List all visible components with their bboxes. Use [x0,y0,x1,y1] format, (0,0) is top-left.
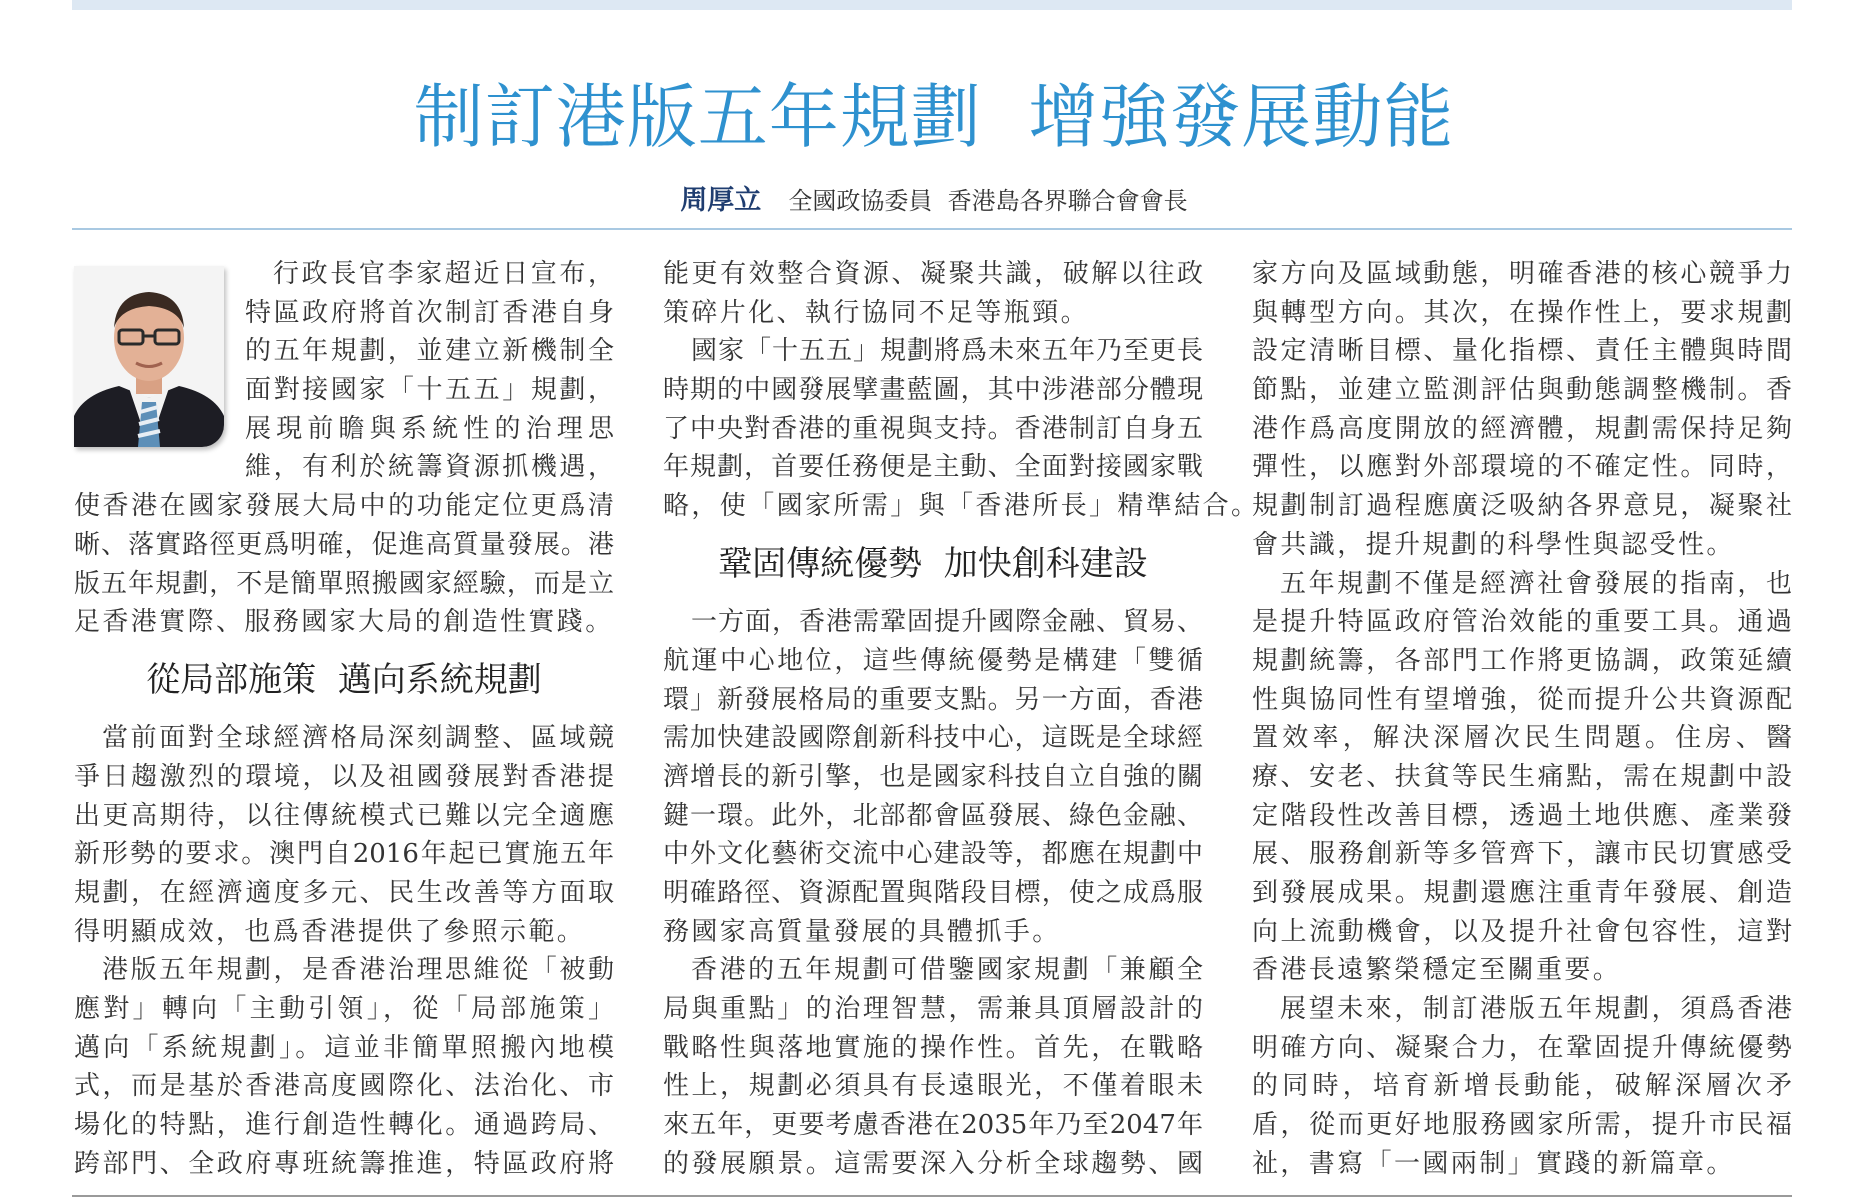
text-line: 了中央對香港的重視與支持。香港制訂自身五 [663,413,1203,444]
article-column-2 [663,255,1260,1184]
text-line: 晰、落實路徑更爲明確，促進高質量發展。港 [74,529,614,560]
paragraph [663,603,1203,951]
text-line: 香港的五年規劃可借鑒國家規劃「兼顧全 [691,955,1203,986]
text-line: 置效率，解決深層次民生問題。住房、醫 [1252,723,1792,754]
text-line: 家方向及區域動態，明確香港的核心競爭力 [1252,259,1792,289]
bottom-rule [72,1195,1792,1197]
text-line: 新形勢的要求。澳門自2016年起已實施五年 [74,839,614,870]
text-line: 行政長官李家超近日宣布， [273,259,614,289]
text-line: 祉，書寫「一國兩制」實踐的新篇章。 [1252,1148,1735,1179]
top-color-band [72,0,1792,10]
text-line: 局與重點」的治理智慧，需兼具頂層設計的 [663,994,1203,1025]
text-line: 出更高期待，以往傳統模式已難以完全適應 [74,800,614,831]
text-line: 的同時，培育新增長動能，破解深層次矛 [1252,1071,1792,1102]
article-column-3 [1252,255,1792,1184]
text-line: 性上，規劃必須具有長遠眼光，不僅着眼未 [663,1071,1203,1102]
text-line: 的五年規劃，並建立新機制全 [245,336,614,367]
text-line: 足香港實際、服務國家大局的創造性實踐。 [74,607,614,638]
text-line: 到發展成果。規劃還應注重青年發展、創造 [1252,878,1792,908]
text-line: 航運中心地位，這些傳統優勢是構建「雙循 [663,645,1203,676]
text-line: 會共識，提升規劃的科學性與認受性。 [1252,529,1735,560]
text-line: 爭日趨激烈的環境，以及祖國發展對香港提 [74,761,614,792]
text-line: 是提升特區政府管治效能的重要工具。通過 [1252,607,1792,638]
text-line: 規劃制訂過程應廣泛吸納各界意見，凝聚社 [1252,491,1792,522]
section-heading: 鞏固傳統優勢 加快創科建設 [718,543,1148,584]
paragraph [663,951,1203,1183]
text-line: 盾，從而更好地服務國家所需，提升市民福 [1252,1110,1792,1141]
text-line: 規劃統籌，各部門工作將更協調，政策延續 [1252,645,1792,676]
text-line: 療、安老、扶貧等民生痛點，需在規劃中設 [1252,761,1792,792]
text-line: 年規劃，首要任務便是主動、全面對接國家戰 [663,452,1203,483]
text-line: 應對」轉向「主動引領」，從「局部施策」 [74,994,614,1025]
text-line: 戰略性與落地實施的操作性。首先，在戰略 [663,1032,1203,1063]
text-line: 一方面，香港需鞏固提升國際金融、貿易、 [691,607,1203,638]
paragraph [663,332,1260,525]
text-line: 時期的中國發展擘畫藍圖，其中涉港部分體現 [663,375,1203,406]
article-column-1 [74,255,614,1184]
text-line: 式，而是基於香港高度國際化、法治化、市 [74,1071,614,1102]
header-divider [72,228,1792,230]
author-name: 周厚立 [680,185,762,216]
text-line: 鍵一環。此外，北部都會區發展、綠色金融、 [663,800,1203,831]
article-title: 制訂港版五年規劃 增強發展動能 [413,76,1455,158]
text-line: 展、服務創新等多管齊下，讓市民切實感受 [1252,839,1792,870]
text-line: 濟增長的新引擎，也是國家科技自立自強的關 [663,761,1203,792]
paragraph [74,719,614,951]
text-line: 五年規劃不僅是經濟社會發展的指南，也 [1280,568,1792,599]
text-line: 的發展願景。這需要深入分析全球趨勢、國 [663,1148,1203,1179]
text-line: 香港長遠繁榮穩定至關重要。 [1252,955,1622,986]
text-line: 能更有效整合資源、凝聚共識，破解以往政 [663,259,1203,289]
text-line: 使香港在國家發展大局中的功能定位更爲清 [74,491,614,522]
paragraph [663,255,1203,332]
text-line: 中外文化藝術交流中心建設等，都應在規劃中 [663,839,1203,870]
text-line: 邁向「系統規劃」。這並非簡單照搬內地模 [74,1032,614,1063]
text-line: 彈性，以應對外部環境的不確定性。同時， [1252,452,1792,483]
text-line: 跨部門、全政府專班統籌推進，特區政府將 [74,1148,614,1179]
text-line: 性與協同性有望增強，從而提升公共資源配 [1252,684,1792,715]
text-line: 設定清晰目標、量化指標、責任主體與時間 [1252,336,1792,367]
byline [0,183,1868,222]
text-line: 特區政府將首次制訂香港自身 [245,297,614,328]
text-line: 環」新發展格局的重要支點。另一方面，香港 [663,684,1203,715]
section-heading: 從局部施策 邁向系統規劃 [146,659,542,700]
text-line: 務國家高質量發展的具體抓手。 [663,916,1061,947]
text-line: 與轉型方向。其次，在操作性上，要求規劃 [1252,297,1792,328]
text-line: 當前面對全球經濟格局深刻調整、區域競 [102,723,614,754]
text-line: 明確路徑、資源配置與階段目標，使之成爲服 [663,878,1203,909]
text-line: 版五年規劃，不是簡單照搬國家經驗，而是立 [74,568,614,599]
text-line: 策碎片化、執行協同不足等瓶頸。 [663,297,1090,328]
paragraph [1252,255,1792,565]
text-line: 國家「十五五」規劃將爲未來五年乃至更長 [691,336,1203,367]
text-line: 來五年，更要考慮香港在2035年乃至2047年 [663,1110,1203,1141]
text-line: 得明顯成效，也爲香港提供了參照示範。 [74,916,586,947]
text-line: 展現前瞻與系統性的治理思 [245,413,614,444]
paragraph [74,255,614,642]
text-line: 略，使「國家所需」與「香港所長」精準結合。 [663,491,1260,522]
text-line: 面對接國家「十五五」規劃， [245,375,614,406]
author-roles: 全國政協委員 香港島各界聯合會會長 [788,187,1188,215]
text-line: 規劃，在經濟適度多元、民生改善等方面取 [74,878,614,909]
text-line: 需加快建設國際創新科技中心，這既是全球經 [663,723,1203,754]
text-line: 明確方向、凝聚合力，在鞏固提升傳統優勢 [1252,1032,1792,1063]
text-line: 展望未來，制訂港版五年規劃，須爲香港 [1280,994,1792,1025]
paragraph [1252,990,1792,1183]
paragraph [1252,565,1792,991]
paragraph [74,951,614,1183]
text-line: 向上流動機會，以及提升社會包容性，這對 [1252,916,1792,947]
text-line: 場化的特點，進行創造性轉化。通過跨局、 [74,1110,614,1141]
text-line: 定階段性改善目標，透過土地供應、產業發 [1252,800,1792,831]
text-line: 港版五年規劃，是香港治理思維從「被動 [102,955,614,986]
text-line: 維，有利於統籌資源抓機遇， [245,452,614,483]
text-line: 節點，並建立監測評估與動態調整機制。香 [1252,375,1792,406]
text-line: 港作爲高度開放的經濟體，規劃需保持足夠 [1252,413,1792,444]
